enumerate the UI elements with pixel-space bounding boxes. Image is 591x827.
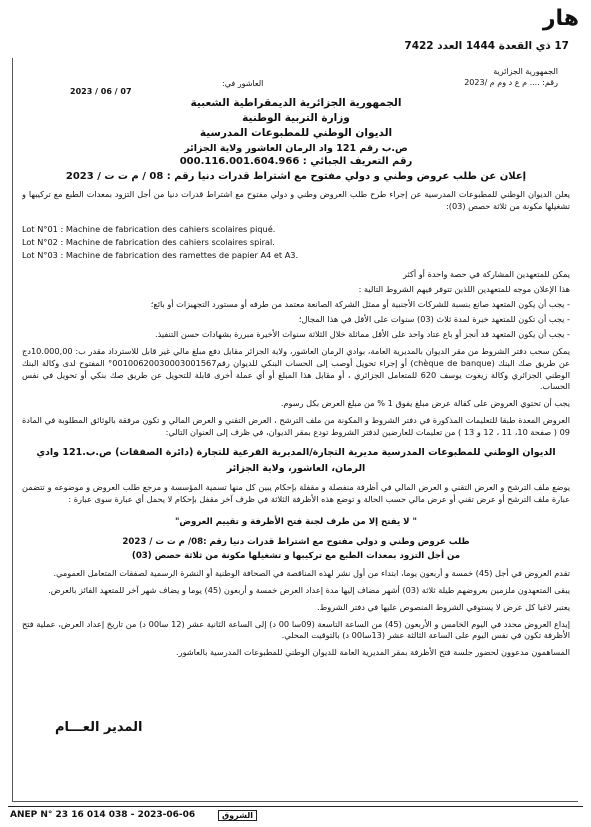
title-republic: الجمهورية الجزائرية الديمقراطية الشعبية — [190, 97, 402, 109]
lots-list — [22, 223, 570, 261]
lot-item: Lot N°01 : Machine de fabrication des cahiers scolaires piqué. — [22, 224, 276, 235]
lot-item: Lot N°02 : Machine de fabrication des cahiers scolaires spiral. — [22, 236, 275, 247]
condition-item: - يجب أن يكون المتعهد قد أنجز أو باع عتاد واحد على الأقل مماثلة خلال الثلاثة سنوات الأخيرة مبررة بشهادات حسن التنفيذ. — [155, 328, 570, 339]
letterhead-reference: رقم: .... م ع د وم م /2023 — [464, 78, 558, 88]
masthead-brand: هار — [542, 6, 579, 31]
condition-item: - يجب أن يكون المتعهد صانع بنسبة للشركات الأجنبية أو ممثل الشركة الصانعة معتمد من طرفه أو مستورد التجهيزات أو بائع؛ — [150, 299, 570, 310]
title-tax-id: رقم التعريف الجبائي : 000.116.001.604.966 — [179, 156, 413, 168]
documents-paragraph: العروض المعدة طبقا للتعليمات المذكورة في دفتر الشروط و المكونة من ملف الترشح ، العرض التقني و العرض المالي و تكون مرفقة بالوثائق المطلوبة في المادة 09 ( صفحة 10، 11 ، 12 و 13 ) من تعليمات للعارضين لدفتر الشروط تودع بمقر الديوان، في ظرف إلى العنوان التالي: — [22, 415, 570, 438]
validity-paragraph: يبقى المتعهدون ملزمين بعروضهم طيلة ثلاثة (03) أشهر مضاف إليها مدة إعداد العرض خمسة و أربعون (45) يوما و يضاف شهر آخر للمتعهد الفائز بالعرض. — [48, 584, 570, 595]
lot-item: Lot N°03 : Machine de fabrication des ramettes de papier A4 et A3. — [22, 249, 299, 260]
condition-item: - يجب أن تكون للمتعهد خبرة لمدة ثلاث (03) سنوات على الأقل في هذا المجال؛ — [298, 313, 570, 324]
letterhead-place: العاشور في: — [222, 79, 264, 88]
submission-address: الديوان الوطني للمطبوعات المدرسية مديرية التجارة/المديرية الفرعية للتجارة (دائرة الصفقات) ص.ب.121 وادي الرمان، العاشور، ولاية الجزائر — [36, 447, 556, 475]
footer-anep-ref: ANEP N° 23 16 014 038 - 2023-06-06 — [10, 810, 196, 820]
tender-notice — [22, 64, 570, 776]
deposit-paragraph: إيداع العروض محدد في اليوم الخامس و الأربعون (45) من الساعة التاسعة (09سا 00 د) إلى الساعة الثانية عشر (12 سا00 د) من تاريخ إعداد العرض، عملية فتح الأظرفة تكون في نفس اليوم على الساعة الثالثة عشر (13سا00 د) بالتوقيت المحلي. — [22, 618, 570, 641]
deadline-paragraph: تقدم العروض في أجل (45) خمسة و أربعون يوما، ابتداء من أول نشر لهذه المناقصة في الصحافة الوطنية أو النشرة الرسمية لصفقات المتعامل العمومي. — [53, 567, 570, 578]
conditions-list — [22, 269, 570, 340]
footer-newspaper-logo: الشروق — [218, 810, 257, 821]
letterhead-row — [22, 64, 570, 96]
invite-paragraph: المساهمون مدعوون لحضور جلسة فتح الأظرفة بمقر المديرية العامة للديوان الوطني للمطبوعات المدرسية بالعاشور. — [176, 647, 570, 658]
title-postal: ص.ب رقم 121 واد الرمان العاشور ولاية الجزائر — [184, 142, 408, 154]
condition-item: هذا الإعلان موجه للمتعهدين اللذين تتوفر فيهم الشروط التالية : — [358, 284, 570, 295]
envelope-quote: " لا يفتح إلا من طرف لجنة فتح الأظرفة و تقييم العروض" — [174, 517, 418, 528]
guarantee-paragraph: يجب أن تحتوي العروض على كفالة عرض مبلغ يفوق 1 % من مبلغ العرض بكل رسوم. — [280, 398, 570, 409]
envelope-paragraph: يوضع ملف الترشح و العرض التقني و العرض المالي في أظرفة منفصلة و مقفلة بإحكام يبين كل منها تسمية المؤسسة و مرجع طلب العروض و موضوعه و تتضمن عبارة ملف الترشح أو عرض تقني أو عرض مالي حسب الحالة و توضع هذه الأظرفة الثلاثة في ظرف آخر مقفل بإحكام لا يحمل أي عبارة سوى عبارة : — [22, 482, 570, 505]
payment-paragraph: يمكن سحب دفتر الشروط من مقر الديوان بالمديرية العامة، بوادي الرمان العاشور، ولاية الجزائر مقابل دفع مبلغ مالي غير قابل للاسترداد مقدر ب: 10.000,00دج عن طريق صك البنك (chèque de banque) أو إجراء تحويل أوصب إلى الحساب البنكي للديوان رقم00100620030003001567° المفتوح لدى وكالة البنك الوطني الجزائري وكالة زيغوت يوسف 620 للمتعامل الجزائري ، أو مقابل هذا المبلغ أو أي عملة أخرى قابلة للتحويل عن طريق صك بنكي أو تحويل في نفس الحساب. — [22, 345, 570, 392]
title-ministry: وزارة التربية الوطنية — [242, 112, 350, 125]
intro-paragraph: يعلن الديوان الوطني للمطبوعات المدرسية عن إجراء طرح طلب العروض وطني و دولي مفتوح مع اشتراط قدرات دنيا من أجل التزود بمعدات الطبع مع تركيبها و تشغيلها مكونة من ثلاثة حصص (03): — [22, 189, 570, 212]
director-signature: المدير العـــام — [55, 720, 143, 735]
envelope-label-line: من أجل التزود بمعدات الطبع مع تركيبها و تشغيلها مكونة من ثلاثة حصص (03) — [131, 550, 461, 561]
condition-item: يمكن للمتعهدين المشاركة في حصة واحدة أو أكثر — [402, 269, 570, 280]
title-notice: إعلان عن طلب عروض وطني و دولي مفتوح مع اشتراط قدرات دنيا رقم : 08 / م ت ت / 2023 — [65, 170, 527, 182]
reject-paragraph: يعتبر لاغيا كل عرض لا يستوفي الشروط المنصوص عليها في دفتر الشروط. — [317, 601, 570, 612]
footer-divider — [8, 806, 583, 807]
letterhead-republic: الجمهورية الجزائرية — [493, 67, 558, 76]
envelope-label-line: طلب عروض وطني و دولي مفتوح مع اشتراط قدرات دنيا رقم :08/ م ت ت / 2023 — [122, 536, 470, 547]
envelope-label — [22, 535, 570, 563]
masthead-issue: 17 ذي القعدة 1444 العدد 7422 — [404, 40, 569, 52]
letterhead-date: 2023 / 06 / 07 — [70, 87, 132, 96]
letterhead-right — [464, 66, 558, 88]
title-office: الديوان الوطني للمطبوعات المدرسية — [199, 127, 393, 140]
